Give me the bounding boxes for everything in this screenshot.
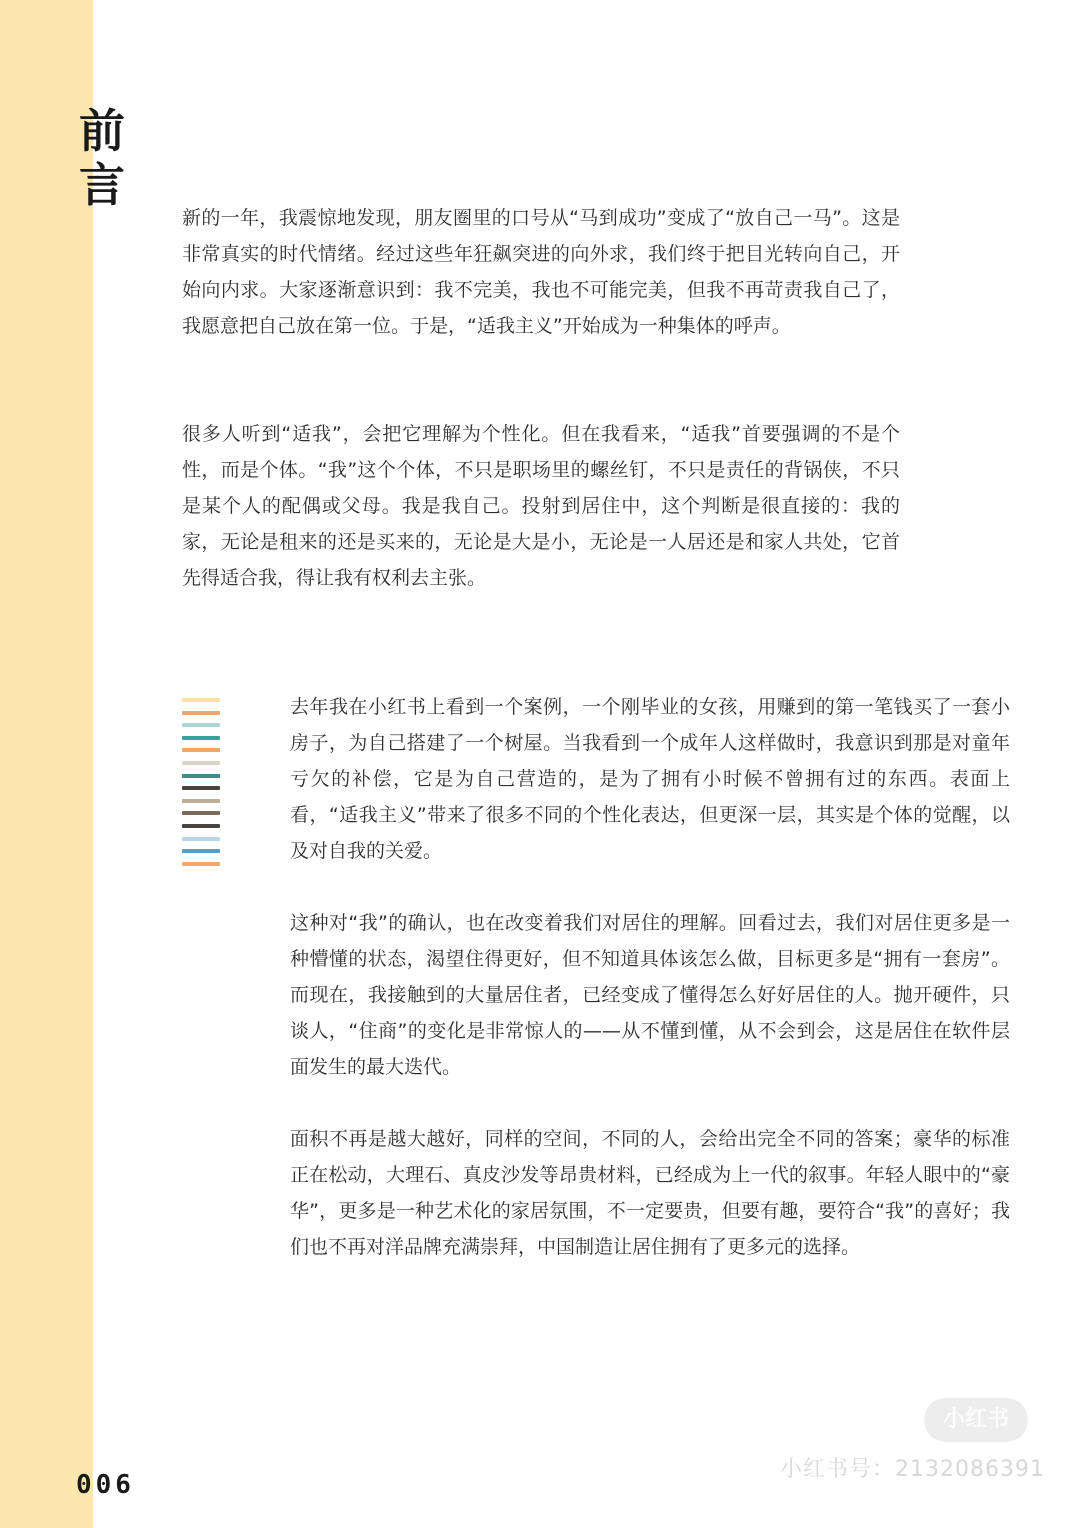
intro-paragraph: 新的一年，我震惊地发现，朋友圈里的口号从“马到成功”变成了“放自己一马”。这是非常真实的时代情绪。经过这些年狂飙突进的向外求，我们终于把目光转向自己，开始向内求。大家逐渐意识到：我不完美，我也不可能完美，但我不再苛责我自己了，我愿意把自己放在第一位。于是，“适我主义”开始成为一种集体的呼声。	[182, 207, 900, 337]
color-stripe	[182, 736, 220, 740]
color-stripe	[182, 824, 220, 828]
color-stripe-stack	[182, 698, 220, 874]
color-stripe	[182, 799, 220, 803]
body-paragraph: 面积不再是越大越好，同样的空间，不同的人，会给出完全不同的答案；豪华的标准正在松动，大理石、真皮沙发等昂贵材料，已经成为上一代的叙事。年轻人眼中的“豪华”，更多是一种艺术化的家居氛围，不一定要贵，但要有趣，要符合“我”的喜好；我们也不再对洋品牌充满崇拜，中国制造让居住拥有了更多元的选择。	[290, 1128, 1010, 1258]
color-stripe	[182, 849, 220, 853]
page-number: 006	[76, 1470, 135, 1500]
section-title	[74, 104, 130, 212]
color-stripe	[182, 698, 220, 702]
color-stripe	[182, 761, 220, 765]
color-stripe	[182, 711, 220, 715]
sidebar-color-band	[0, 0, 93, 1528]
watermark-account-id: 小红书号：2132086391	[780, 1457, 1045, 1482]
color-stripe	[182, 837, 220, 841]
watermark-logo: 小红书	[924, 1398, 1028, 1442]
color-stripe	[182, 786, 220, 790]
color-stripe	[182, 774, 220, 778]
color-stripe	[182, 811, 220, 815]
intro-paragraph: 很多人听到“适我”，会把它理解为个性化。但在我看来，“适我”首要强调的不是个性，而是个体。“我”这个个体，不只是职场里的螺丝钉，不只是责任的背锅侠，不只是某个人的配偶或父母。我是我自己。投射到居住中，这个判断是很直接的：我的家，无论是租来的还是买来的，无论是大是小，无论是一人居还是和家人共处，它首先得适合我，得让我有权利去主张。	[182, 423, 900, 589]
section-title-char: 言	[79, 158, 125, 212]
color-stripe	[182, 748, 220, 752]
color-stripe	[182, 723, 220, 727]
color-stripe	[182, 862, 220, 866]
body-paragraph: 这种对“我”的确认，也在改变着我们对居住的理解。回看过去，我们对居住更多是一种懵懂的状态，渴望住得更好，但不知道具体该怎么做，目标更多是“拥有一套房”。而现在，我接触到的大量居住者，已经变成了懂得怎么好好居住的人。抛开硬件，只谈人，“住商”的变化是非常惊人的——从不懂到懂，从不会到会，这是居住在软件层面发生的最大迭代。	[290, 912, 1010, 1078]
section-title-char: 前	[79, 104, 125, 158]
body-paragraph: 去年我在小红书上看到一个案例，一个刚毕业的女孩，用赚到的第一笔钱买了一套小房子，为自己搭建了一个树屋。当我看到一个成年人这样做时，我意识到那是对童年亏欠的补偿，它是为自己营造的，是为了拥有小时候不曾拥有过的东西。表面上看，“适我主义”带来了很多不同的个性化表达，但更深一层，其实是个体的觉醒，以及对自我的关爱。	[290, 696, 1010, 862]
